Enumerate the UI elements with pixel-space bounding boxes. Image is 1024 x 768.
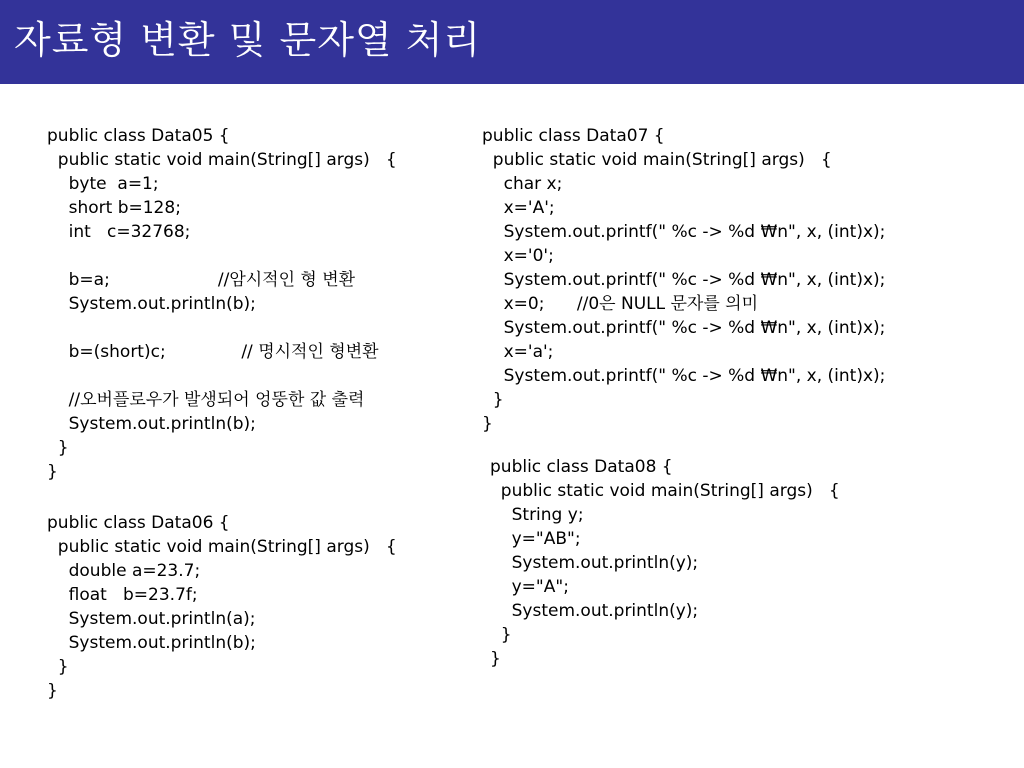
- code-line: }: [490, 625, 512, 645]
- code-block-data06: [47, 511, 397, 703]
- code-line: public class Data08 {: [490, 457, 673, 477]
- code-line: x='0';: [482, 246, 554, 266]
- code-block-data08: [490, 455, 840, 671]
- code-line: System.out.printf(" %c -> %d ₩n", x, (int)x);: [482, 270, 886, 290]
- code-block-data07: [482, 124, 885, 436]
- code-line: y="AB";: [490, 529, 581, 549]
- code-line: [47, 364, 397, 388]
- code-line: }: [482, 414, 493, 434]
- code-line: public static void main(String[] args) {: [490, 481, 840, 501]
- code-line: char x;: [482, 174, 563, 194]
- code-line: }: [47, 462, 58, 482]
- code-line: float b=23.7f;: [47, 585, 198, 605]
- code-line: System.out.println(a);: [47, 609, 256, 629]
- code-line: }: [47, 657, 69, 677]
- code-line: b=(short)c; // 명시적인 형변환: [47, 342, 379, 362]
- code-line: short b=128;: [47, 198, 181, 218]
- code-line: x='a';: [482, 342, 554, 362]
- code-line: int c=32768;: [47, 222, 191, 242]
- code-line: System.out.println(y);: [490, 553, 699, 573]
- code-line: //오버플로우가 발생되어 엉뚱한 값 출력: [47, 390, 365, 410]
- code-line: System.out.printf(" %c -> %d ₩n", x, (int)x);: [482, 222, 886, 242]
- code-line: System.out.println(y);: [490, 601, 699, 621]
- title-bar: [0, 0, 1024, 84]
- code-line: y="A";: [490, 577, 569, 597]
- code-line: byte a=1;: [47, 174, 159, 194]
- code-line: }: [47, 681, 58, 701]
- code-line: public static void main(String[] args) {: [47, 150, 397, 170]
- code-line: }: [482, 390, 504, 410]
- code-line: }: [47, 438, 69, 458]
- code-line: System.out.println(b);: [47, 414, 256, 434]
- code-line: System.out.printf(" %c -> %d ₩n", x, (int)x);: [482, 366, 886, 386]
- code-line: double a=23.7;: [47, 561, 201, 581]
- code-line: public static void main(String[] args) {: [482, 150, 832, 170]
- code-line: x=0; //0은 NULL 문자를 의미: [482, 294, 759, 314]
- code-line: }: [490, 649, 501, 669]
- code-line: x='A';: [482, 198, 555, 218]
- code-line: System.out.println(b);: [47, 294, 256, 314]
- code-line: public class Data05 {: [47, 126, 230, 146]
- code-line: System.out.println(b);: [47, 633, 256, 653]
- code-line: public class Data07 {: [482, 126, 665, 146]
- code-block-data05: [47, 124, 397, 484]
- code-line: System.out.printf(" %c -> %d ₩n", x, (int)x);: [482, 318, 886, 338]
- slide-title: 자료형 변환 및 문자열 처리: [14, 18, 482, 62]
- code-line: [47, 316, 397, 340]
- code-line: String y;: [490, 505, 584, 525]
- code-line: public class Data06 {: [47, 513, 230, 533]
- code-line: public static void main(String[] args) {: [47, 537, 397, 557]
- code-line: b=a; //암시적인 형 변환: [47, 270, 356, 290]
- code-line: [47, 244, 397, 268]
